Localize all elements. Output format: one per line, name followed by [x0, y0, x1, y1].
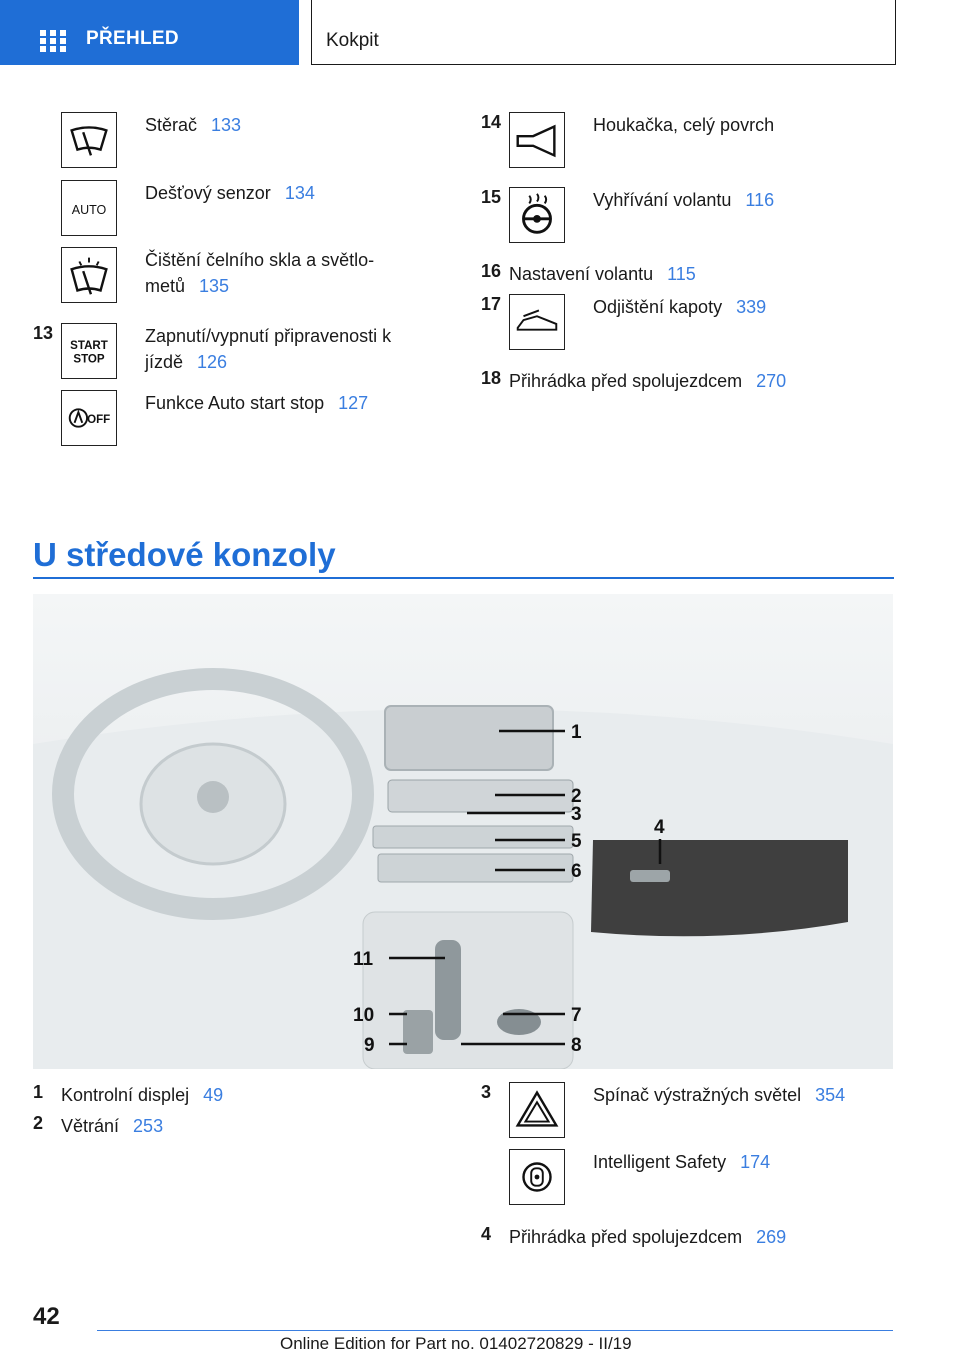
list-item-text: Stěrač 133: [145, 115, 242, 135]
callout-3: 3: [571, 804, 582, 825]
item-number: 15: [481, 187, 502, 207]
callout-2: 2: [571, 786, 582, 807]
list-item-text: Přihrádka před spolujezdcem 270: [509, 371, 787, 391]
item-number: 18: [481, 368, 502, 388]
center-console-illustration: [33, 594, 893, 1069]
page-link[interactable]: 174: [740, 1152, 771, 1172]
list-item-text: Dešťový senzor 134: [145, 183, 315, 203]
callout-1: 1: [571, 722, 582, 743]
page-number: 42: [33, 1303, 60, 1330]
footer-divider: [97, 1330, 893, 1331]
svg-text:OFF: OFF: [87, 413, 111, 426]
page-link[interactable]: 127: [338, 393, 369, 413]
section-divider: [33, 577, 894, 579]
intelligent-safety-icon: [509, 1149, 565, 1205]
list-item-text: Intelligent Safety 174: [593, 1152, 771, 1172]
item-number: 16: [481, 261, 502, 281]
page-link[interactable]: 115: [667, 264, 696, 284]
page-link[interactable]: 133: [211, 115, 242, 135]
callout-6: 6: [571, 861, 582, 882]
page-link[interactable]: 269: [756, 1227, 787, 1247]
callout-4: 4: [654, 817, 665, 838]
svg-text:STOP: STOP: [73, 353, 105, 366]
list-item-text: Funkce Auto start stop 127: [145, 393, 369, 413]
heated-steering-wheel-icon: [509, 187, 565, 243]
item-number: 3: [481, 1082, 492, 1102]
section-header-label: Kokpit: [326, 30, 379, 51]
page-link[interactable]: 135: [199, 276, 230, 296]
item-number: 13: [33, 323, 54, 343]
washer-icon: [61, 247, 117, 303]
section-header: [311, 0, 896, 65]
page-link[interactable]: 253: [133, 1116, 164, 1136]
section-title: U středové konzoly: [33, 536, 336, 573]
list-item-text: Nastavení volantu 115: [509, 264, 696, 284]
hazard-warning-icon: [509, 1082, 565, 1138]
callout-10: 10: [353, 1005, 375, 1026]
auto-icon: [61, 180, 117, 236]
item-number: 2: [33, 1113, 44, 1133]
list-item-text: Přihrádka před spolujezdcem 269: [509, 1227, 787, 1247]
page-link[interactable]: 134: [284, 183, 315, 203]
list-item-text: Čištění čelního skla a světlo- metů 135: [145, 250, 375, 296]
callout-7: 7: [571, 1005, 582, 1026]
horn-icon: [509, 112, 565, 168]
svg-text:START: START: [70, 340, 108, 353]
overview-tab-label: PŘEHLED: [86, 28, 179, 49]
list-item-text: Odjištění kapoty 339: [593, 297, 767, 317]
hood-release-icon: [509, 294, 565, 350]
list-item-text: Větrání 253: [61, 1116, 164, 1136]
page-link[interactable]: 126: [197, 352, 228, 372]
callout-9: 9: [364, 1035, 375, 1056]
item-number: 17: [481, 294, 502, 314]
page-link[interactable]: 116: [745, 190, 775, 210]
item-number: 1: [33, 1082, 44, 1102]
overview-tab[interactable]: [0, 0, 299, 65]
callout-5: 5: [571, 831, 582, 852]
grid-icon: [40, 30, 66, 52]
auto-start-stop-off-icon: [61, 390, 117, 446]
item-number: 14: [481, 112, 502, 132]
start-stop-icon: [61, 323, 117, 379]
edition-note: Online Edition for Part no. 01402720829 - II/19: [280, 1334, 632, 1353]
callout-11: 11: [353, 949, 374, 970]
item-number: 4: [481, 1224, 492, 1244]
page-link[interactable]: 49: [203, 1085, 224, 1105]
callout-8: 8: [571, 1035, 582, 1056]
page-link[interactable]: 354: [815, 1085, 846, 1105]
page-link[interactable]: 270: [756, 371, 787, 391]
list-item-text: Zapnutí/vypnutí připravenosti k jízdě 126: [145, 326, 392, 372]
wiper-icon: [61, 112, 117, 168]
auto-icon-text: AUTO: [71, 202, 107, 217]
list-item-text: Vyhřívání volantu 116: [593, 190, 775, 210]
list-item-text: Kontrolní displej 49: [61, 1085, 224, 1105]
page-link[interactable]: 339: [736, 297, 767, 317]
list-item-text: Spínač výstražných světel 354: [593, 1085, 846, 1105]
list-item-text: Houkačka, celý povrch: [593, 115, 775, 135]
